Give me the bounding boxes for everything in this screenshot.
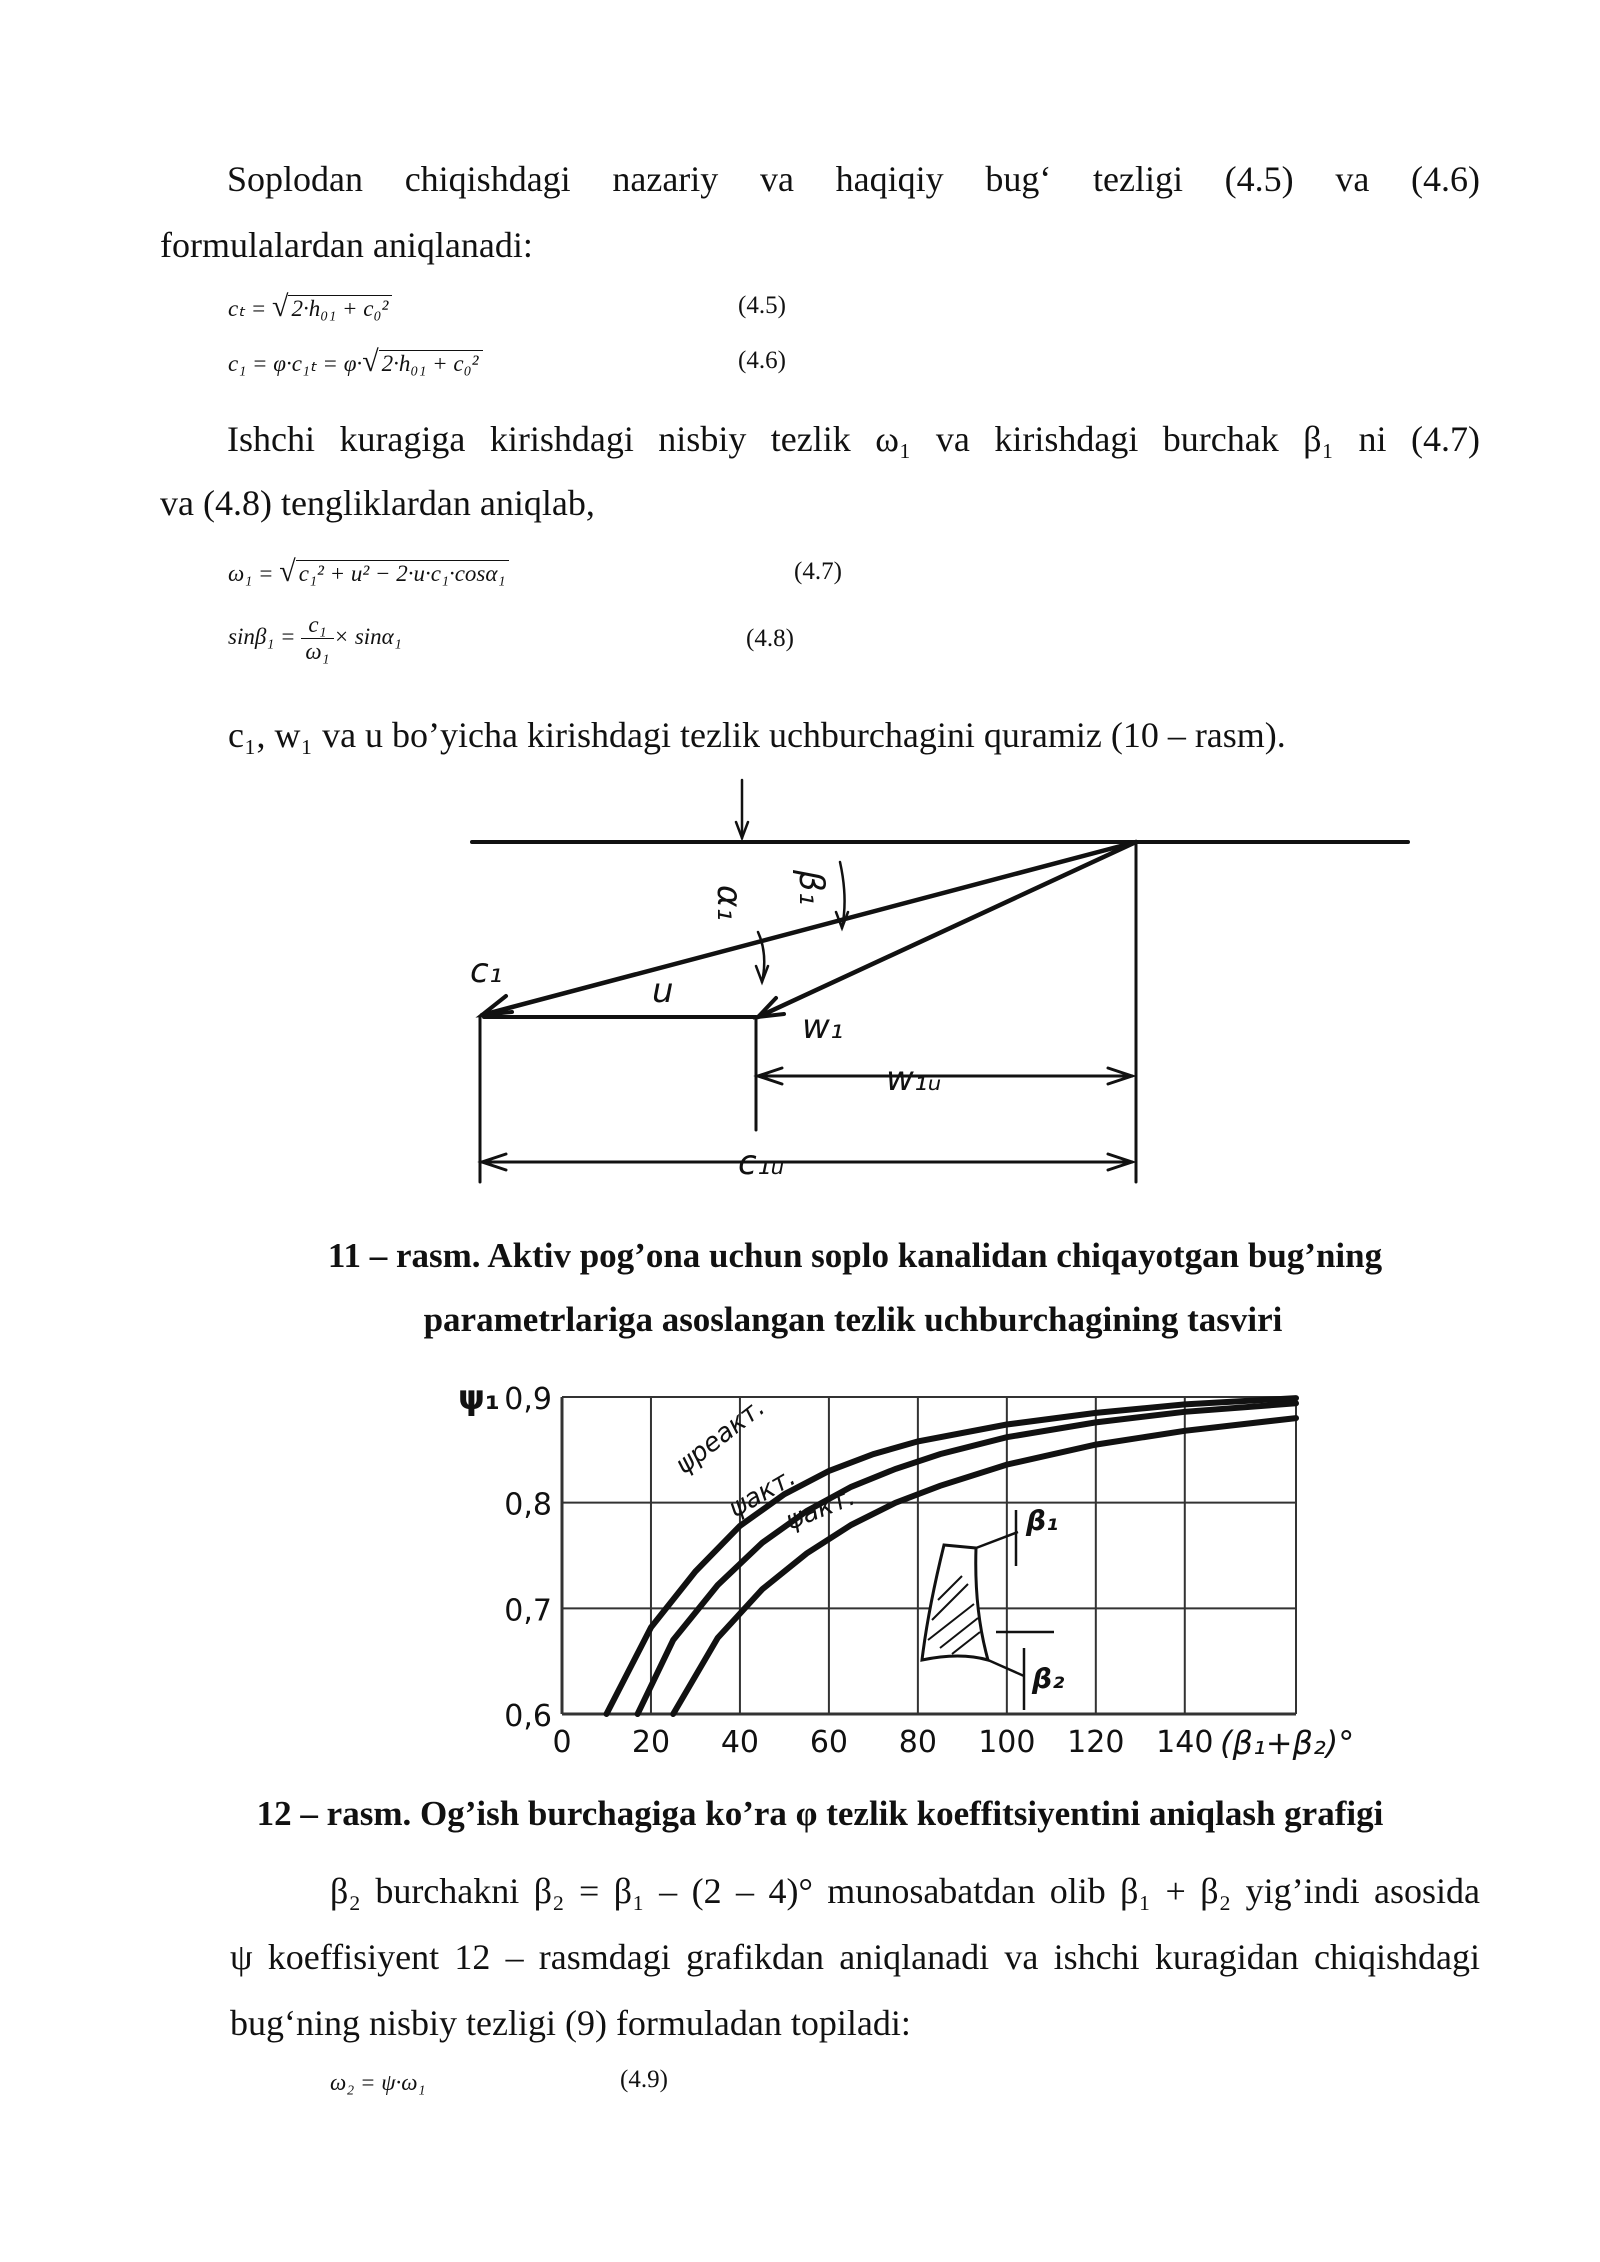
x-tick-label: 40	[720, 1725, 760, 1760]
paragraph-1-line-2: formulalardan aniqlanadi:	[160, 225, 533, 265]
y-axis-label: ψ₁	[458, 1378, 500, 1418]
paragraph-3: c₁, w₁ va u bo’yicha kirishdagi tezlik uchburchagini quramiz (10 – rasm).	[228, 715, 1286, 755]
inset-beta1-label: β₁	[1026, 1504, 1059, 1537]
x-tick-label: 100	[978, 1725, 1036, 1760]
paragraph-4-line-2: ψ koeffisiyent 12 – rasmdagi grafikdan aniqlanadi va ishchi kuragidan chiqishdagi	[230, 1937, 1480, 1977]
equation-4-8	[228, 612, 402, 665]
blade-profile	[922, 1545, 988, 1660]
y-tick-label: 0,9	[504, 1382, 552, 1417]
equation-4-7: ω₁ = √ c₁² + u² − 2·u·c₁·cosα₁	[228, 555, 509, 589]
w1u-label: w₁ᵤ	[886, 1059, 942, 1099]
equation-4-7-radicand: c₁² + u² − 2·u·c₁·cosα₁	[296, 560, 510, 586]
w1-vector	[758, 842, 1136, 1017]
equation-4-7-lhs: ω₁ =	[228, 561, 280, 586]
equation-4-8-numerator: c₁	[301, 612, 333, 639]
alpha1-arc-arrowhead	[756, 966, 768, 982]
c1-vector	[482, 842, 1136, 1015]
y-tick-label: 0,6	[504, 1699, 552, 1734]
equation-4-6-lhs: c₁ = φ·c₁ₜ = φ·	[228, 351, 363, 376]
paragraph-4-line-3: bug‘ning nisbiy tezligi (9) formuladan topiladi:	[230, 2003, 911, 2043]
paragraph-4-line-1: β₂ burchakni β₂ = β₁ – (2 – 4)° munosabatdan olib β₁ + β₂ yig’indi asosida	[330, 1871, 1480, 1911]
equation-4-6: c₁ = φ·c₁ₜ = φ·√ 2·h₀₁ + c₀²	[228, 345, 483, 379]
series-label-0: ψреакт.	[669, 1392, 771, 1481]
c1u-label: c₁ᵤ	[738, 1143, 785, 1183]
figure-11-caption-line-2	[0, 1300, 1600, 1340]
y-tick-label: 0,7	[504, 1593, 552, 1629]
series-label-2: ψакт.	[781, 1481, 860, 1537]
figure-11-caption-line-2-text: parametrlariga asoslangan tezlik uchburchagining tasviri	[423, 1300, 1283, 1339]
equation-4-9: ω₂ = ψ·ω₁	[330, 2070, 426, 2095]
equation-4-5: cₜ = √ 2·h₀₁ + c₀²	[228, 290, 392, 324]
equation-4-7-number: (4.7)	[794, 558, 842, 585]
u-label: u	[652, 971, 674, 1011]
equation-4-9-number: (4.9)	[620, 2066, 668, 2093]
w1-label: w₁	[802, 1007, 844, 1047]
y-tick-label: 0,8	[504, 1487, 552, 1523]
beta1-label: β₁	[791, 870, 831, 906]
velocity-triangle-figure	[440, 770, 1420, 1200]
figure-12-caption	[0, 1794, 1600, 1834]
equation-4-6-radicand: 2·h₀₁ + c₀²	[379, 350, 483, 376]
figure-12-caption-text: 12 – rasm. Og’ish burchagiga ko’ra φ tezlik koeffitsiyentini aniqlash grafigi	[256, 1794, 1384, 1833]
equation-4-5-number: (4.5)	[738, 292, 786, 319]
paragraph-2-line-1: Ishchi kuragiga kirishdagi nisbiy tezlik ω₁ va kirishdagi burchak β₁ ni (4.7)	[227, 419, 1480, 459]
series-line-2	[673, 1418, 1296, 1714]
x-tick-label: 140	[1156, 1725, 1214, 1760]
paragraph-1-line-1: Soplodan chiqishdagi nazariy va haqiqiy bug‘ tezligi (4.5) va (4.6)	[227, 159, 1480, 199]
x-tick-label: 120	[1067, 1725, 1125, 1760]
figure-11-caption-line-1	[0, 1236, 1600, 1276]
figure-11-caption-line-1-text: 11 – rasm. Aktiv pog’ona uchun soplo kanalidan chiqayotgan bug’ning	[327, 1236, 1383, 1275]
alpha1-label: α₁	[709, 885, 749, 922]
c1-arrowhead	[482, 996, 512, 1015]
c1-label: c₁	[470, 951, 503, 991]
beta1-direction-line	[976, 1532, 1018, 1548]
x-tick-label: 60	[809, 1725, 849, 1760]
paragraph-2-line-2: va (4.8) tengliklardan aniqlab,	[160, 483, 595, 523]
equation-4-5-radicand: 2·h₀₁ + c₀²	[288, 295, 392, 321]
x-tick-label: 0	[552, 1725, 572, 1760]
x-axis-label: (β₁+β₂)°	[1220, 1724, 1355, 1760]
equation-4-6-number: (4.6)	[738, 347, 786, 374]
series-label-1: ψакт.	[723, 1461, 802, 1525]
equation-4-8-fraction	[301, 612, 333, 665]
equation-4-8-rhs: × sinα₁	[333, 623, 402, 649]
x-tick-label: 20	[631, 1725, 671, 1760]
equation-4-8-lhs: sinβ₁ =	[228, 623, 302, 649]
equation-4-8-number: (4.8)	[746, 625, 794, 652]
inset-beta2-label: β₂	[1032, 1662, 1065, 1695]
equation-4-8-denominator: ω₁	[305, 639, 330, 664]
x-tick-label: 80	[898, 1725, 937, 1760]
velocity-coefficient-chart	[440, 1370, 1400, 1760]
equation-4-5-lhs: cₜ =	[228, 296, 273, 321]
